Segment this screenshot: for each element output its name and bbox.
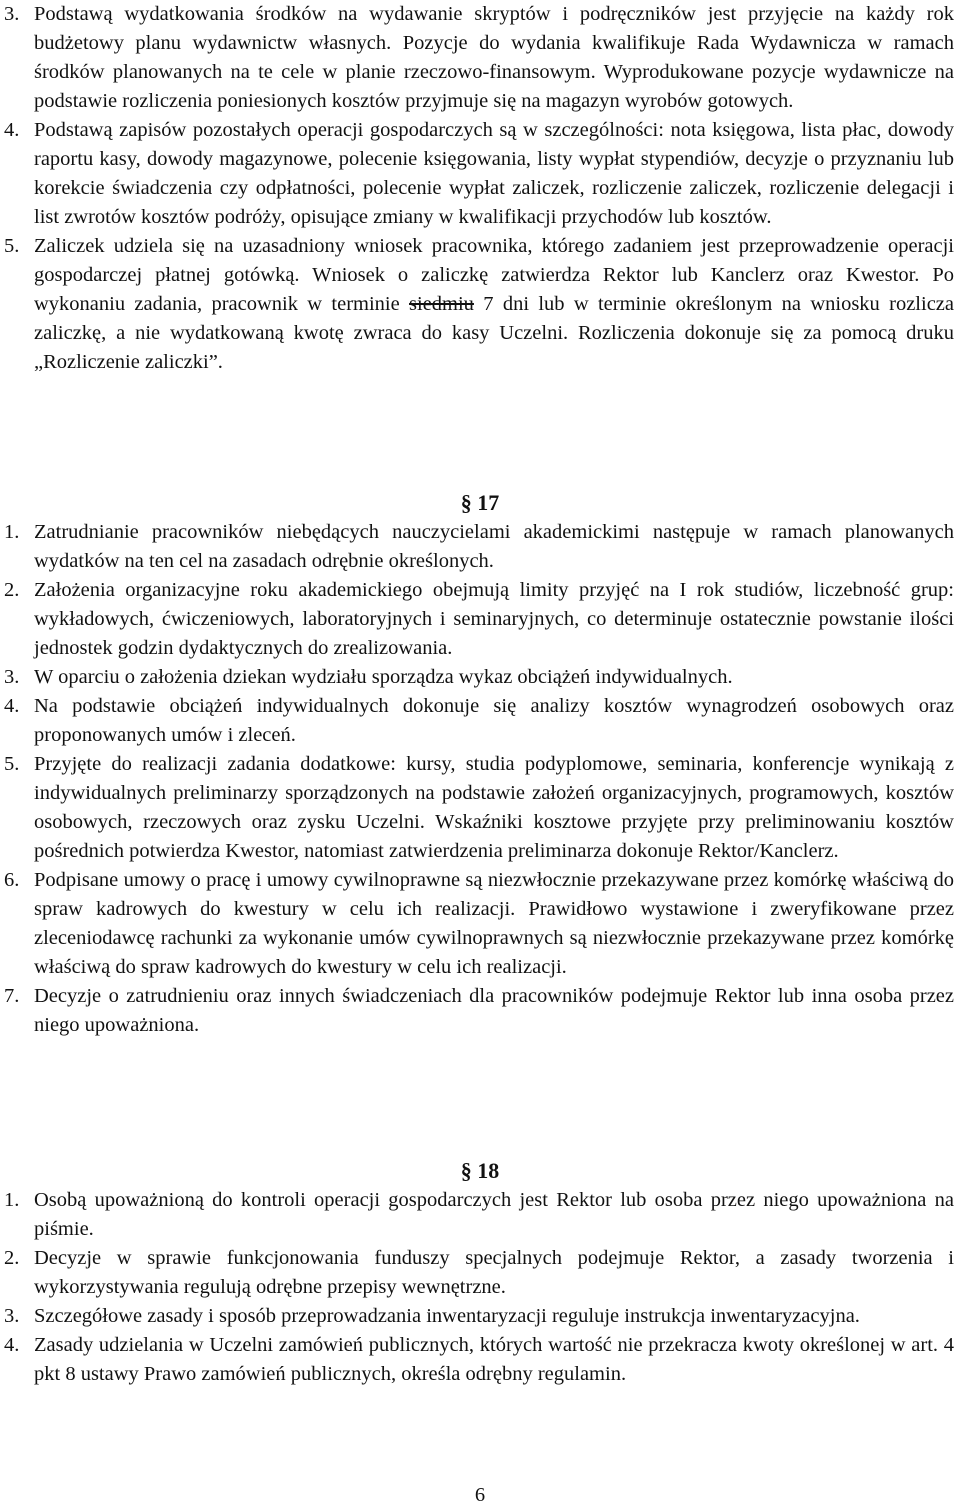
list-item [0,750,960,866]
page-number: 6 [474,1484,486,1506]
section-heading-18: § 18 [460,1158,500,1183]
item-number: 4. [4,695,20,717]
item-text: Decyzje o zatrudnieniu oraz innych świadczeniach dla pracowników podejmuje Rektor lub inna osoba przez niego upoważniona. [34,985,954,1036]
item-text: Podstawą wydatkowania środków na wydawanie skryptów i podręczników jest przyjęcie na każdy rok budżetowy planu wydawnictw własnych. Pozycje do wydania kwalifikuje Rada Wydawnicza w ramach środków planowanych na te cele w planie rzeczowo-finansowym. Wyprodukowane pozycje wydawnicze na podstawie rozliczenia poniesionych kosztów przyjmuje się na magazyn wyrobów gotowych. [34,3,954,112]
item-text: Zasady udzielania w Uczelni zamówień publicznych, których wartość nie przekracza kwoty określonej w art. 4 pkt 8 ustawy Prawo zamówień publicznych, określa odrębny regulamin. [34,1334,954,1385]
item-number: 3. [4,3,20,25]
item-text-after: 7 dni lub w terminie określonym na wniosku rozlicza zaliczkę, a nie wydatkowaną kwotę zwraca do kasy Uczelni. Rozliczenia dokonuje się za pomocą druku „Rozliczenie zaliczki”. [34,293,954,373]
item-number: 3. [4,1305,20,1327]
section-heading-17: § 17 [460,490,500,515]
struck-text: siedmiu [409,293,474,315]
item-number: 5. [4,753,20,775]
item-text: Osobą upoważnioną do kontroli operacji gospodarczych jest Rektor lub osoba przez niego upoważniona na piśmie. [34,1189,954,1240]
list-item [0,1331,960,1389]
item-number: 1. [4,521,20,543]
item-text: Decyzje w sprawie funkcjonowania funduszy specjalnych podejmuje Rektor, a zasady tworzenia i wykorzystywania regulują odrębne przepisy wewnętrzne. [34,1247,954,1298]
list-item [0,116,960,232]
item-number: 4. [4,119,20,141]
list-item [0,518,960,576]
item-text-before: Zaliczek udziela się na uzasadniony wniosek pracownika, którego zadaniem jest przeprowadzenie operacji gospodarczej płatnej gotówką. Wniosek o zaliczkę zatwierdza Rektor lub Kanclerz oraz Kwestor. Po wykonaniu zadania, pracownik w terminie [34,235,954,315]
item-number: 3. [4,666,20,688]
list-item [0,1186,960,1244]
item-text: Na podstawie obciążeń indywidualnych dokonuje się analizy kosztów wynagrodzeń osobowych oraz proponowanych umów i zleceń. [34,695,954,746]
item-number: 6. [4,869,20,891]
list-item [0,1302,960,1331]
item-text: Podpisane umowy o pracę i umowy cywilnoprawne są niezwłocznie przekazywane przez komórkę właściwą do spraw kadrowych do kwestury w celu ich realizacji. Prawidłowo wystawione i zweryfikowane przez zleceniodawcę rachunki za wykonanie umów cywilnoprawnych są niezwłocznie przekazywane przez komórkę właściwą do spraw kadrowych do kwestury w celu ich realizacji. [34,869,954,978]
list-item [0,0,960,116]
section-18-items [0,1186,960,1389]
list-item [0,232,960,377]
item-number: 1. [4,1189,20,1211]
section-17-items [0,518,960,1040]
item-text: Podstawą zapisów pozostałych operacji gospodarczych są w szczególności: nota księgowa, lista płac, dowody raportu kasy, dowody magazynowe, polecenie księgowania, listy wypłat stypendiów, decyzje o przyznaniu lub korekcie świadczenia czy odpłatności, polecenie wypłat zaliczek, rozliczenie zaliczek, rozliczenie delegacji i list zwrotów kosztów podróży, opisujące zmiany w kwalifikacji przychodów lub kosztów. [34,119,954,228]
list-item [0,1244,960,1302]
list-item [0,576,960,663]
item-text: Założenia organizacyjne roku akademickiego obejmują limity przyjęć na I rok studiów, liczebność grup: wykładowych, ćwiczeniowych, laboratoryjnych i seminaryjnych, co determinuje ostatecznie powstanie ilości jednostek godzin dydaktycznych do zrealizowania. [34,579,954,659]
list-item [0,692,960,750]
item-number: 4. [4,1334,20,1356]
item-number: 7. [4,985,20,1007]
list-item [0,663,960,692]
item-text [34,232,954,377]
item-text: Przyjęte do realizacji zadania dodatkowe: kursy, studia podyplomowe, seminaria, konferencje wynikają z indywidualnych preliminarzy sporządzonych na podstawie założeń organizacyjnych, programowych, kosztów osobowych, rzeczowych oraz zysku Uczelni. Wskaźniki kosztowe przyjęte przy preliminowaniu kosztów pośrednich potwierdza Kwestor, natomiast zatwierdzenia preliminarza dokonuje Rektor/Kanclerz. [34,753,954,862]
list-item [0,982,960,1040]
item-text: W oparciu o założenia dziekan wydziału sporządza wykaz obciążeń indywidualnych. [34,666,733,688]
item-number: 2. [4,579,20,601]
item-text: Szczegółowe zasady i sposób przeprowadzania inwentaryzacji reguluje instrukcja inwentaryzacyjna. [34,1305,860,1327]
paragraph-block-16 [0,0,960,377]
item-number: 5. [4,235,20,257]
item-number: 2. [4,1247,20,1269]
list-item [0,866,960,982]
item-text: Zatrudnianie pracowników niebędących nauczycielami akademickimi następuje w ramach planowanych wydatków na ten cel na zasadach odrębnie określonych. [34,521,954,572]
